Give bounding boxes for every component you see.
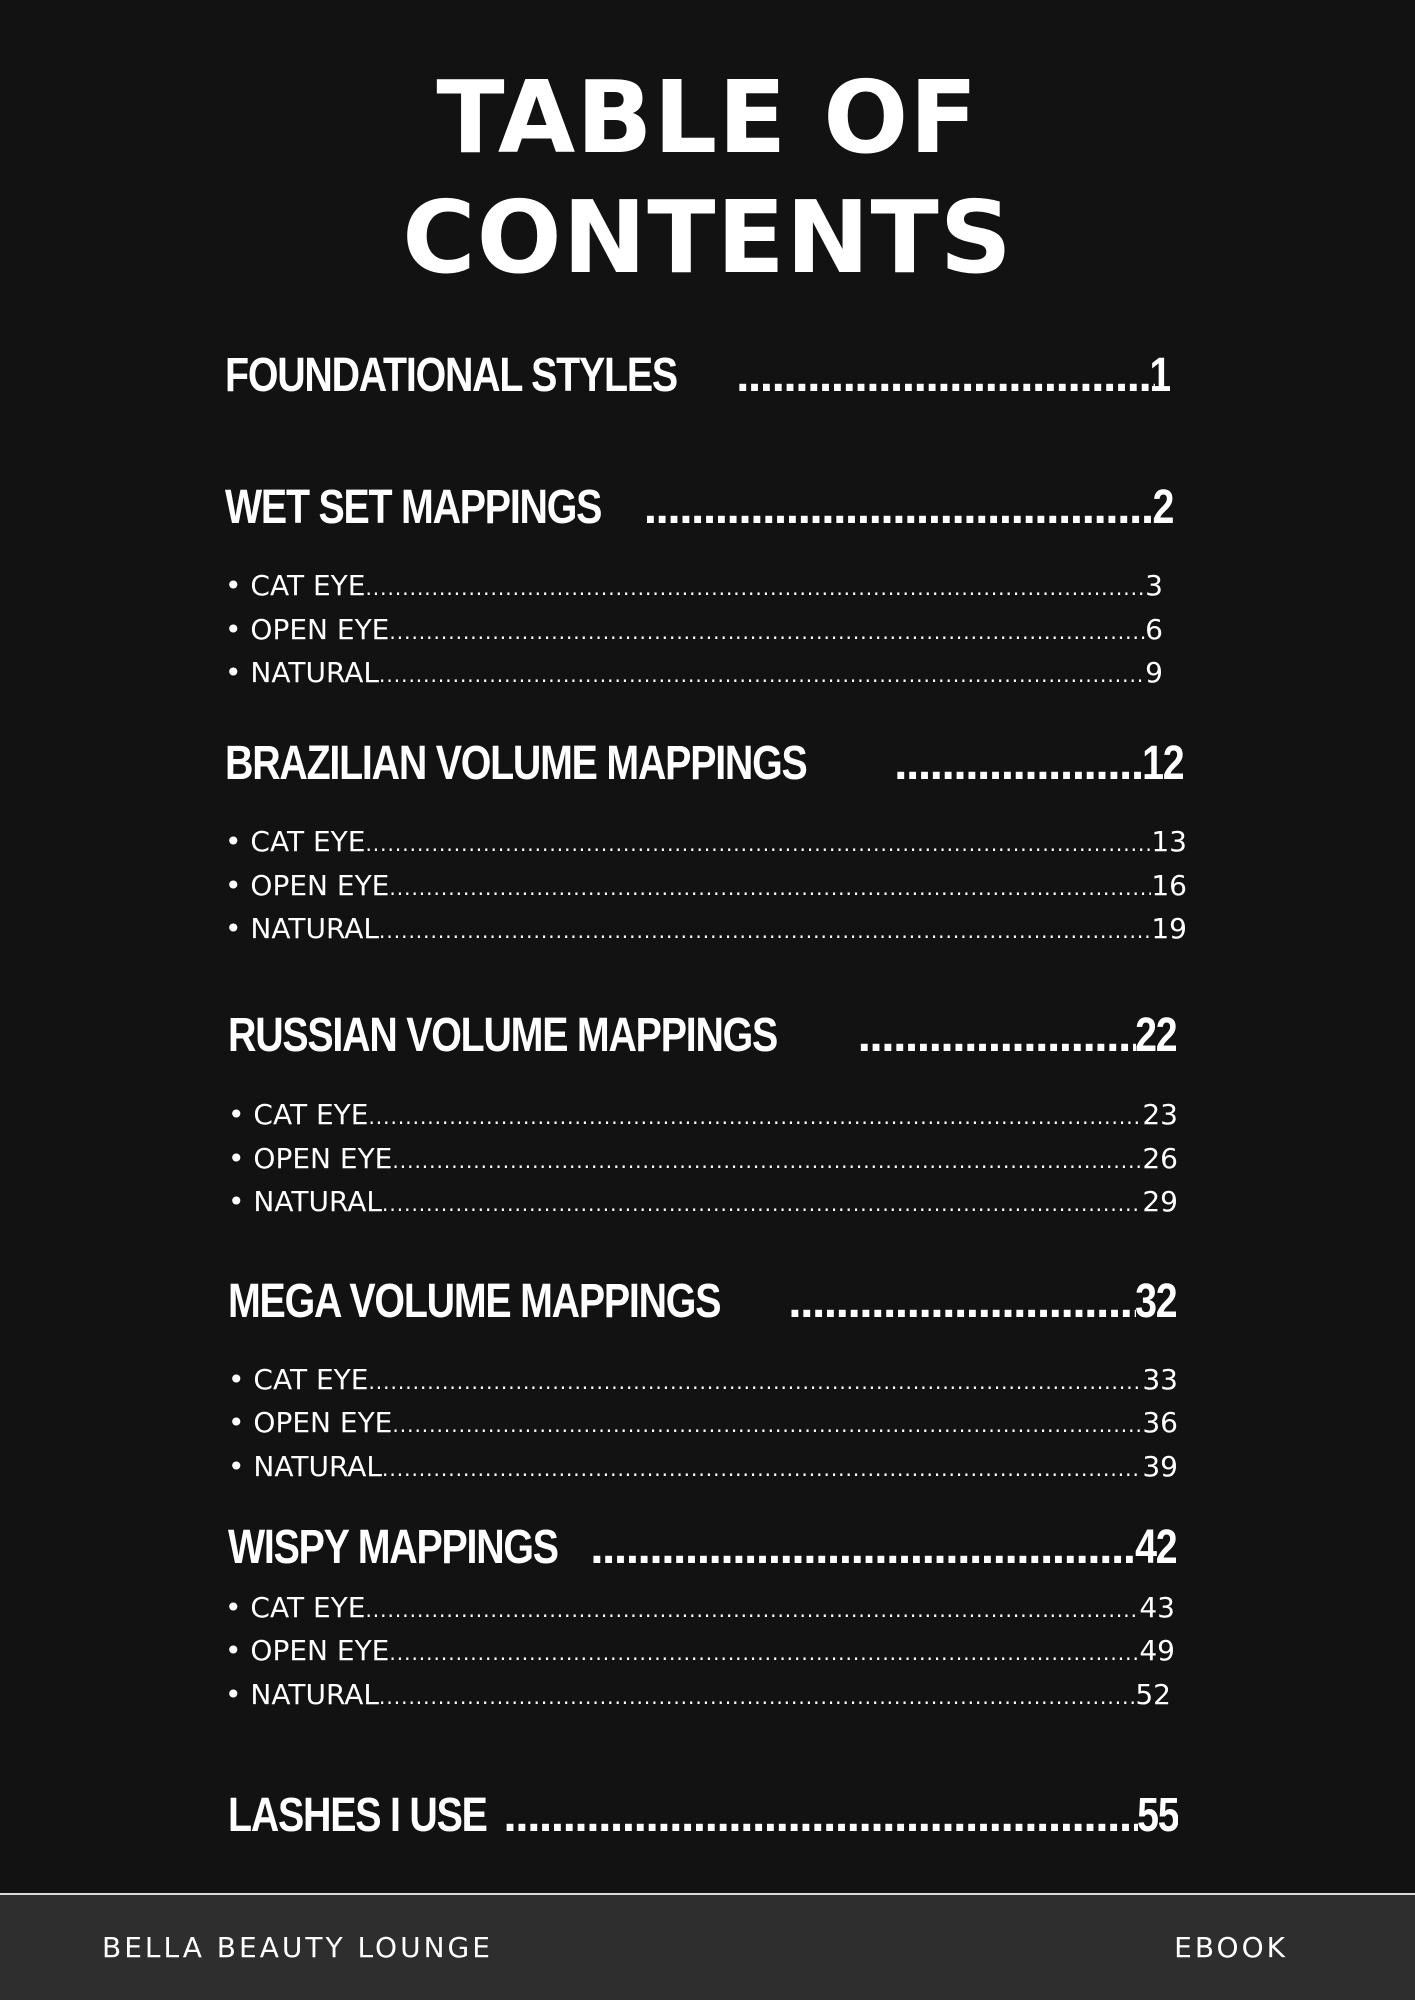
toc-section-page: 55 [1136,1789,1178,1842]
page-title-line-2: CONTENTS [402,179,1013,296]
toc-section-label: FOUNDATIONAL STYLES [225,349,677,402]
footer-bar [0,1895,1415,2000]
toc-leader-dots [503,1784,1137,1848]
toc-item-mega-natural[interactable] [228,1447,1178,1487]
toc-section-label: WISPY MAPPINGS [228,1521,558,1574]
toc-item-page: 23 [1142,1098,1178,1131]
toc-section-label: RUSSIAN VOLUME MAPPINGS [228,1009,778,1062]
toc-item-russian-natural[interactable] [228,1182,1178,1222]
toc-item-page: 52 [1135,1678,1171,1711]
toc-item-label: • NATURAL [225,912,380,945]
toc-leader-dots [788,1270,1135,1334]
toc-leader-dots [389,868,1151,906]
toc-item-wispy-natural[interactable] [225,1675,1171,1715]
toc-leader-dots [365,568,1145,606]
toc-item-label: • OPEN EYE [225,613,390,646]
toc-item-page: 26 [1142,1142,1178,1175]
toc-section-page: 1 [1149,349,1170,402]
toc-item-page: 29 [1142,1185,1178,1218]
toc-leader-dots [368,1362,1142,1400]
toc-leader-dots [644,476,1158,540]
toc-item-label: • NATURAL [228,1450,383,1483]
toc-item-brazilian-natural[interactable] [225,909,1187,949]
toc-item-wet-set-cat-eye[interactable] [225,566,1163,606]
toc-item-label: • NATURAL [225,656,380,689]
toc-section-page: 22 [1134,1009,1176,1062]
toc-leader-dots [389,1633,1139,1671]
toc-item-page: 39 [1142,1450,1178,1483]
toc-item-label: • CAT EYE [228,1363,369,1396]
page-title [0,58,1415,298]
toc-item-wispy-cat-eye[interactable] [225,1588,1175,1628]
toc-leader-dots [382,1449,1142,1487]
toc-item-label: • OPEN EYE [225,869,390,902]
toc-leader-dots [736,344,1155,408]
toc-leader-dots [379,1677,1135,1715]
toc-section-foundational-styles[interactable] [225,344,1170,408]
toc-section-russian-volume-mappings[interactable] [228,1004,1176,1068]
toc-item-label: • CAT EYE [225,569,366,602]
toc-section-label: LASHES I USE [228,1789,487,1842]
toc-item-brazilian-open-eye[interactable] [225,866,1187,906]
toc-section-lashes-i-use[interactable] [228,1784,1178,1848]
toc-item-label: • CAT EYE [225,825,366,858]
toc-leader-dots [379,911,1151,949]
toc-section-wispy-mappings[interactable] [228,1516,1176,1580]
toc-leader-dots [382,1184,1142,1222]
toc-item-wet-set-natural[interactable] [225,653,1163,693]
toc-item-label: • OPEN EYE [228,1406,393,1439]
toc-item-page: 13 [1151,825,1187,858]
toc-section-wet-set-mappings[interactable] [225,476,1173,540]
toc-item-mega-open-eye[interactable] [228,1403,1178,1443]
toc-section-label: MEGA VOLUME MAPPINGS [228,1275,721,1328]
toc-item-page: 6 [1145,613,1163,646]
toc-item-russian-cat-eye[interactable] [228,1095,1178,1135]
toc-leader-dots [389,612,1145,650]
toc-item-page: 33 [1142,1363,1178,1396]
toc-section-page: 12 [1141,737,1183,790]
toc-item-brazilian-cat-eye[interactable] [225,822,1187,862]
toc-section-mega-volume-mappings[interactable] [228,1270,1176,1334]
toc-item-page: 3 [1145,569,1163,602]
toc-section-page: 2 [1152,481,1173,534]
toc-item-label: • NATURAL [228,1185,383,1218]
toc-item-wet-set-open-eye[interactable] [225,610,1163,650]
toc-leader-dots [392,1141,1142,1179]
toc-item-label: • NATURAL [225,1678,380,1711]
toc-item-label: • OPEN EYE [228,1142,393,1175]
toc-item-label: • CAT EYE [225,1591,366,1624]
toc-leader-dots [365,824,1151,862]
toc-item-page: 36 [1142,1406,1178,1439]
toc-item-label: • CAT EYE [228,1098,369,1131]
toc-leader-dots [379,655,1145,693]
toc-item-page: 9 [1145,656,1163,689]
toc-section-page: 32 [1134,1275,1176,1328]
footer-ebook-label: EBOOK [1174,1931,1288,1964]
toc-item-label: • OPEN EYE [225,1634,390,1667]
toc-leader-dots [590,1516,1135,1580]
footer-brand-name: BELLA BEAUTY LOUNGE [102,1931,493,1964]
toc-section-brazilian-volume-mappings[interactable] [225,732,1183,796]
toc-leader-dots [858,1004,1136,1068]
toc-item-page: 19 [1151,912,1187,945]
toc-section-label: BRAZILIAN VOLUME MAPPINGS [225,737,807,790]
toc-leader-dots [365,1590,1139,1628]
toc-section-label: WET SET MAPPINGS [225,481,602,534]
toc-item-mega-cat-eye[interactable] [228,1360,1178,1400]
toc-item-page: 49 [1139,1634,1175,1667]
toc-item-wispy-open-eye[interactable] [225,1631,1175,1671]
toc-leader-dots [894,732,1142,796]
page-title-line-1: TABLE OF [436,59,979,176]
toc-leader-dots [392,1405,1142,1443]
toc-leader-dots [368,1097,1142,1135]
toc-item-russian-open-eye[interactable] [228,1139,1178,1179]
toc-section-page: 42 [1134,1521,1176,1574]
toc-item-page: 16 [1151,869,1187,902]
toc-item-page: 43 [1139,1591,1175,1624]
